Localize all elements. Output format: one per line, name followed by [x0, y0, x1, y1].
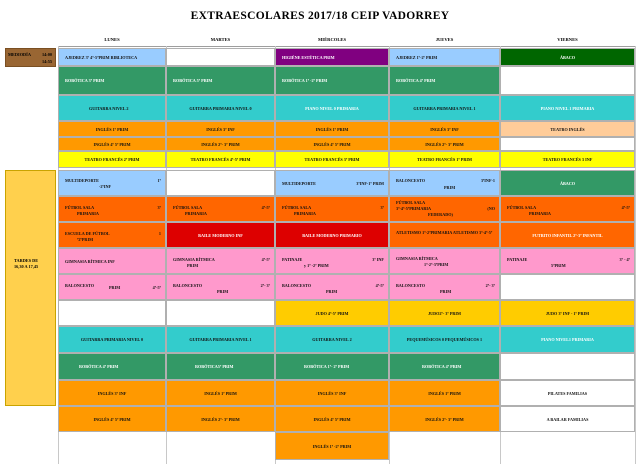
cell-text: 4º-5º — [261, 205, 270, 210]
cell-text: ÁBACO — [559, 54, 576, 60]
cell-text: TEATRO FRANCÉS 4º-5º PRIM — [190, 157, 251, 162]
cell-text: GIMNASIA RÍTMICA INF — [65, 258, 115, 264]
cell-jueves-judo — [389, 300, 500, 326]
cell-miercoles-multideporte — [275, 170, 389, 196]
cell-text: BALONCESTO — [173, 283, 203, 288]
mediodia-start-time: 14:00 — [42, 52, 53, 57]
cell-text: 3º — [157, 205, 161, 210]
cell-text: AJEDREZ 3º 4º-5ºPRIM BIBLIOTECA — [65, 54, 138, 60]
mediodia-text: MEDIODÍA — [8, 52, 31, 57]
cell-text: 4º-5º — [152, 285, 161, 290]
cell-text: 3ºINF-1 — [480, 178, 495, 183]
cell-text: FÚTBOL SALA — [507, 205, 537, 210]
cell-jueves-gimnasia — [389, 248, 500, 274]
cell-lunes-multideporte — [58, 170, 166, 196]
cell-text: GUITARRA PRIMARIA NIVEL 0 — [80, 337, 144, 342]
cell-text: ROBÓTICA 4º PRIM — [79, 364, 119, 369]
cell-text: GUITARRA NIVEL 2 — [89, 105, 129, 111]
cell-text: 1º — [157, 178, 161, 183]
cell-martes-ingles — [166, 380, 275, 406]
cell-jueves-teatro-frances — [389, 151, 500, 168]
cell-miercoles-ingles — [275, 380, 389, 406]
cell-viernes-patinaje — [500, 248, 635, 274]
cell-text: ROBÓTICA 4º PRIM — [422, 364, 462, 369]
cell-viernes-futbol-sala — [500, 196, 635, 222]
cell-text: FÚTBOL SALA — [282, 205, 312, 210]
mediodia-label — [5, 48, 56, 67]
cell-text: PRIM — [326, 289, 338, 294]
cell-text: A BAILAR FAMILIAS — [546, 416, 589, 422]
cell-text: 3º - 4º — [619, 257, 630, 262]
day-header-miercoles: MIÉRCOLES — [275, 33, 389, 47]
cell-text: PRIMARIA — [294, 211, 316, 216]
cell-text: INGLÉS 4º 5º PRIM — [313, 416, 351, 422]
cell-miercoles-baloncesto — [275, 274, 389, 300]
cell-martes-ingles — [166, 406, 275, 432]
day-header-viernes: VIERNES — [500, 33, 635, 47]
cell-text: PIANO NIVEL1 PRIMARIA — [541, 337, 594, 342]
cell-text: 4º-5º — [621, 205, 630, 210]
cell-text: 1º-2º-3ºPRIM — [424, 262, 449, 267]
page-title: EXTRAESCOLARES 2017/18 CEIP VADORREY — [190, 10, 450, 22]
cell-text: PILATES FAMILIAS — [547, 390, 588, 396]
cell-text: BAILE MODERNO PRIMARIO — [302, 232, 362, 238]
tardes-text: TARDES DE — [14, 258, 39, 263]
cell-lunes-ingles — [58, 380, 166, 406]
cell-martes-baloncesto — [166, 274, 275, 300]
cell-lunes-guitarra — [58, 95, 166, 121]
cell-text: PIANO NIVEL 1 PRIMARIA — [540, 105, 595, 111]
cell-text: INGLÉS 4º 5º PRIM — [313, 141, 351, 147]
cell-martes-ingles — [166, 137, 275, 151]
cell-viernes-abaco — [500, 170, 635, 196]
cell-martes-robotica — [166, 66, 275, 95]
grid-line — [635, 46, 636, 464]
cell-miercoles-judo — [275, 300, 389, 326]
cell-text: PATINAJE — [507, 257, 528, 262]
mediodia-end-time: 14:55 — [42, 59, 53, 64]
cell-text: INGLÉS 3º INF — [206, 126, 235, 132]
cell-viernes-empty — [500, 66, 635, 95]
cell-text: PRIMARIA — [185, 211, 207, 216]
cell-text: AJEDREZ 1º-2º PRIM — [396, 54, 438, 60]
cell-text: INGLÉS 2º- 3º PRIM — [201, 141, 240, 147]
cell-text: 3º — [380, 205, 384, 210]
day-header-lunes: LUNES — [58, 33, 166, 47]
cell-viernes-pilates — [500, 380, 635, 406]
cell-jueves-futbol-sala — [389, 196, 500, 222]
cell-jueves-ingles — [389, 380, 500, 406]
cell-lunes-futbol-sala — [58, 196, 166, 222]
cell-text: INGLÉS 3º INF — [430, 126, 459, 132]
cell-martes-futbol-sala — [166, 196, 275, 222]
cell-text: BAILE MODERNO INF — [198, 232, 243, 238]
cell-miercoles-guitarra — [275, 326, 389, 353]
cell-jueves-ingles — [389, 406, 500, 432]
cell-text: GUITARRA PRIMARIA NIVEL 1 — [189, 337, 252, 342]
cell-text: INGLÉS 2º- 3º PRIM — [201, 416, 240, 422]
cell-text: 5ºPRIM — [551, 263, 566, 268]
cell-text: 1 — [158, 231, 161, 236]
cell-viernes-a-bailar — [500, 406, 635, 432]
cell-text: MULTIDEPORTE — [282, 181, 316, 186]
cell-martes-empty — [166, 300, 275, 326]
cell-text: PRIMARIA — [529, 211, 551, 216]
cell-text: -2ºINF — [99, 184, 112, 189]
cell-jueves-ingles — [389, 121, 500, 137]
cell-text: FEDERADO) — [428, 212, 453, 217]
cell-miercoles-futbol-sala — [275, 196, 389, 222]
cell-text: GIMNASIA RÍTMICA — [173, 257, 215, 262]
cell-text: FÚTBOL SALA — [173, 205, 203, 210]
cell-text: ROBÓTICA 5º PRIM — [173, 78, 213, 83]
cell-text: MULTIDEPORTE — [65, 178, 99, 183]
cell-text: INGLÉS 1º PRIM — [315, 126, 349, 132]
cell-text: TEATRO FRANCÉS 2º PRIM — [84, 157, 140, 162]
cell-miercoles-patinaje — [275, 248, 389, 274]
cell-miercoles-ingles — [275, 406, 389, 432]
cell-martes-teatro-frances — [166, 151, 275, 168]
cell-miercoles-ingles — [275, 121, 389, 137]
cell-lunes-robotica — [58, 66, 166, 95]
cell-viernes-judo — [500, 300, 635, 326]
cell-text: GIMNASIA RÍTMICA — [396, 256, 438, 261]
cell-viernes-empty — [500, 353, 635, 380]
cell-martes-robotica — [166, 353, 275, 380]
cell-text: INGLÉS 4º 5º PRIM — [93, 141, 131, 147]
cell-text: PRIM — [187, 263, 199, 268]
cell-text: INGLÉS 2º- 3º PRIM — [425, 141, 464, 147]
cell-text: FÚTBOL SALA — [65, 205, 95, 210]
cell-lunes-ingles — [58, 406, 166, 432]
cell-viernes-piano — [500, 326, 635, 353]
cell-lunes-ajedrez — [58, 48, 166, 66]
cell-text: BALONCESTO — [65, 283, 95, 288]
cell-martes-empty — [166, 48, 275, 66]
cell-miercoles-ingles — [275, 432, 389, 460]
cell-text: GUITARRA PRIMARIA NIVEL 0 — [189, 105, 252, 111]
cell-text: (NO — [487, 206, 495, 211]
cell-text: PRIM — [217, 289, 229, 294]
cell-text: PRIMARIA — [77, 211, 99, 216]
cell-viernes-teatro-frances — [500, 151, 635, 168]
cell-lunes-escuela-futbol — [58, 222, 166, 248]
cell-text: TEATRO FRANCÉS 3º PRIM — [304, 157, 360, 162]
cell-martes-baile-moderno — [166, 222, 275, 248]
cell-lunes-baloncesto — [58, 274, 166, 300]
cell-text: INGLÉS 2º- 3º PRIM — [425, 416, 464, 422]
cell-text: PATINAJE — [282, 257, 303, 262]
cell-text: 2º- 3º — [485, 283, 495, 288]
cell-text: ROBÓTICA 4º PRIM — [396, 78, 436, 83]
cell-text: 4º-5º — [261, 257, 270, 262]
cell-text: TEATRO FRANCÉS 3 INF — [542, 157, 593, 162]
cell-text: TEATRO FRANCÉS 1º PRIM — [417, 157, 472, 162]
cell-text: ROBÓTICA5º PRIM — [195, 364, 234, 369]
cell-text: GUITARRA PRIMARIA NIVEL 1 — [413, 105, 476, 111]
cell-text: BALONCESTO — [282, 283, 312, 288]
cell-jueves-robotica — [389, 66, 500, 95]
tardes-label — [5, 170, 56, 406]
cell-viernes-empty — [500, 274, 635, 300]
cell-text: BALONCESTO — [396, 283, 426, 288]
cell-text: ROBÓTICA 1º- 2º PRIM — [304, 364, 350, 369]
cell-lunes-ingles — [58, 137, 166, 151]
cell-text: ESCUELA DE FÚTBOL — [65, 231, 110, 236]
cell-lunes-ingles — [58, 121, 166, 137]
cell-martes-guitarra — [166, 326, 275, 353]
cell-text: 2º- 3º — [260, 283, 270, 288]
cell-text: PIANO NIVEL 0 PRIMARIA — [305, 105, 359, 111]
cell-viernes-futbito — [500, 222, 635, 248]
cell-text: 4º-5º — [375, 283, 384, 288]
cell-text: HIGIÉNE ESTÉTICA PRIM — [282, 54, 335, 60]
cell-jueves-pequemusicos — [389, 326, 500, 353]
cell-text: ROBÓTICA 3º PRIM — [65, 78, 105, 83]
cell-text: PRIM — [109, 285, 121, 290]
cell-viernes-empty — [500, 137, 635, 151]
cell-text: INGLÉS 3º INF — [97, 390, 127, 396]
cell-text: 3º INF — [372, 257, 384, 262]
cell-jueves-guitarra — [389, 95, 500, 121]
cell-text: JUDO 3º INF - 1º PRIM — [545, 310, 590, 316]
cell-lunes-robotica — [58, 353, 166, 380]
cell-text: INGLÉS 1º PRIM — [95, 126, 129, 132]
cell-miercoles-teatro-frances — [275, 151, 389, 168]
cell-text: FÚTBOL SALA — [396, 200, 426, 205]
cell-text: PEQUEMÚSICOS 0 PEQUEMÚSICOS 1 — [406, 337, 483, 342]
cell-text: PRIM — [440, 289, 452, 294]
cell-text: ATLETISMO 1º-2ºPRIMARIA ATLETISMO 3º-4º-5º — [396, 230, 493, 235]
cell-viernes-abaco — [500, 48, 635, 66]
cell-text: y 1º -2º PRIM — [304, 263, 329, 268]
cell-martes-empty — [166, 170, 275, 196]
day-header-martes: MARTES — [166, 33, 275, 47]
cell-martes-gimnasia — [166, 248, 275, 274]
cell-text: º2ºPRIM — [77, 237, 94, 242]
cell-miercoles-robotica — [275, 353, 389, 380]
cell-text: JUDO 4º-5º PRIM — [315, 310, 349, 316]
cell-text: 3º-4º-5ºPRIMARIA — [396, 206, 432, 211]
cell-martes-guitarra — [166, 95, 275, 121]
cell-text: INGLÉS 4º 5º PRIM — [93, 416, 131, 422]
cell-text: ROBÓTICA 1º -2º PRIM — [282, 78, 328, 83]
cell-viernes-teatro-ingles — [500, 121, 635, 137]
tardes-time: 16,30 A 17,45 — [14, 264, 39, 269]
cell-text: INGLÉS 1º -2º PRIM — [312, 443, 352, 449]
cell-text: INGLÉS 3º INF — [317, 390, 347, 396]
cell-miercoles-robotica — [275, 66, 389, 95]
day-header-jueves: JUEVES — [389, 33, 500, 47]
cell-jueves-baloncesto — [389, 170, 500, 196]
cell-lunes-guitarra — [58, 326, 166, 353]
cell-text: ÁBACO — [559, 180, 576, 186]
cell-jueves-baloncesto — [389, 274, 500, 300]
cell-text: INGLÉS 1º PRIM — [204, 390, 237, 396]
cell-text: TEATRO INGLÉS — [550, 126, 585, 132]
cell-jueves-ingles — [389, 137, 500, 151]
cell-viernes-piano — [500, 95, 635, 121]
cell-miercoles-ingles — [275, 137, 389, 151]
cell-miercoles-baile-moderno — [275, 222, 389, 248]
cell-lunes-gimnasia — [58, 248, 166, 274]
cell-miercoles-higiene — [275, 48, 389, 66]
cell-text: JUDO2º- 3º PRIM — [427, 310, 461, 316]
cell-lunes-teatro-frances — [58, 151, 166, 168]
cell-text: INGLÉS 1º PRIM — [428, 390, 461, 396]
cell-text: BALONCESTO — [396, 178, 426, 183]
cell-text: GUITARRA NIVEL 2 — [312, 337, 352, 342]
cell-text: FUTBITO INFANTIL 2º-3º INFANTIL — [532, 232, 603, 238]
cell-miercoles-piano — [275, 95, 389, 121]
cell-text: PRIM — [444, 185, 456, 190]
cell-martes-ingles — [166, 121, 275, 137]
cell-jueves-ajedrez — [389, 48, 500, 66]
cell-jueves-atletismo — [389, 222, 500, 248]
cell-text: 3ºINF-1º PRIM — [356, 181, 384, 186]
cell-jueves-robotica — [389, 353, 500, 380]
cell-lunes-empty — [58, 300, 166, 326]
